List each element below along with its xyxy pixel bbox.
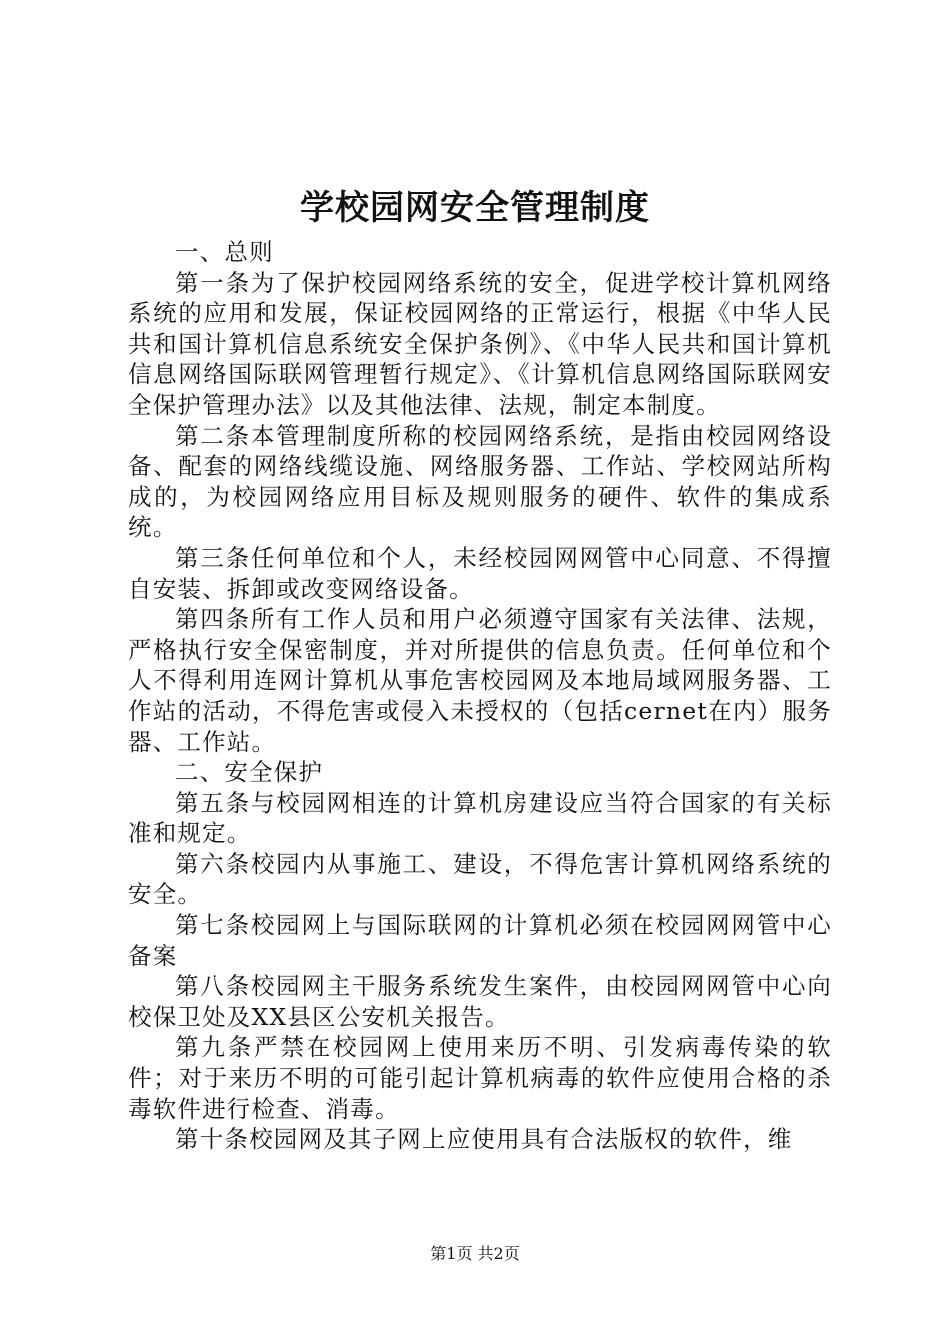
article-2: 第二条本管理制度所称的校园网络系统，是指由校园网络设备、配套的网络线缆设施、网络服务器、工作站、学校网站所构成的，为校园网络应用目标及规则服务的硬件、软件的集成系统。 [128,421,832,542]
page-number-footer: 第1页 共2页 [430,1244,520,1263]
article-9: 第九条严禁在校园网上使用来历不明、引发病毒传染的软件；对于来历不明的可能引起计算机病毒的软件应使用合格的杀毒软件进行检查、消毒。 [128,1033,832,1123]
article-10: 第十条校园网及其子网上应使用具有合法版权的软件，维 [175,1125,793,1154]
article-8: 第八条校园网主干服务系统发生案件，由校园网网管中心向校保卫处及XX县区公安机关报告。 [128,972,832,1031]
document-body [128,237,832,1155]
article-3: 第三条任何单位和个人，未经校园网网管中心同意、不得擅自安装、拆卸或改变网络设备。 [128,543,832,603]
section-heading-security: 二、安全保护 [175,758,324,787]
article-1: 第一条为了保护校园网络系统的安全，促进学校计算机网络系统的应用和发展，保证校园网络的正常运行，根据《中华人民共和国计算机信息系统安全保护条例》、《中华人民共和国计算机信息网络国际联网管理暂行规定》、《计算机信息网络国际联网安全保护管理办法》以及其他法律、法规，制定本制度。 [128,268,832,419]
article-5: 第五条与校园网相连的计算机房建设应当符合国家的有关标准和规定。 [128,788,832,848]
section-heading-general: 一、总则 [175,238,274,266]
document-title: 学校园网安全管理制度 [300,188,650,228]
article-7: 第七条校园网上与国际联网的计算机必须在校园网网管中心备案 [128,911,832,970]
article-6: 第六条校园内从事施工、建设，不得危害计算机网络系统的安全。 [128,849,832,909]
article-4: 第四条所有工作人员和用户必须遵守国家有关法律、法规，严格执行安全保密制度，并对所提供的信息负责。任何单位和个人不得利用连网计算机从事危害校园网及本地局域网服务器、工作站的活动，不得危害或侵入未授权的（包括cernet在内）服务器、工作站。 [128,605,832,756]
